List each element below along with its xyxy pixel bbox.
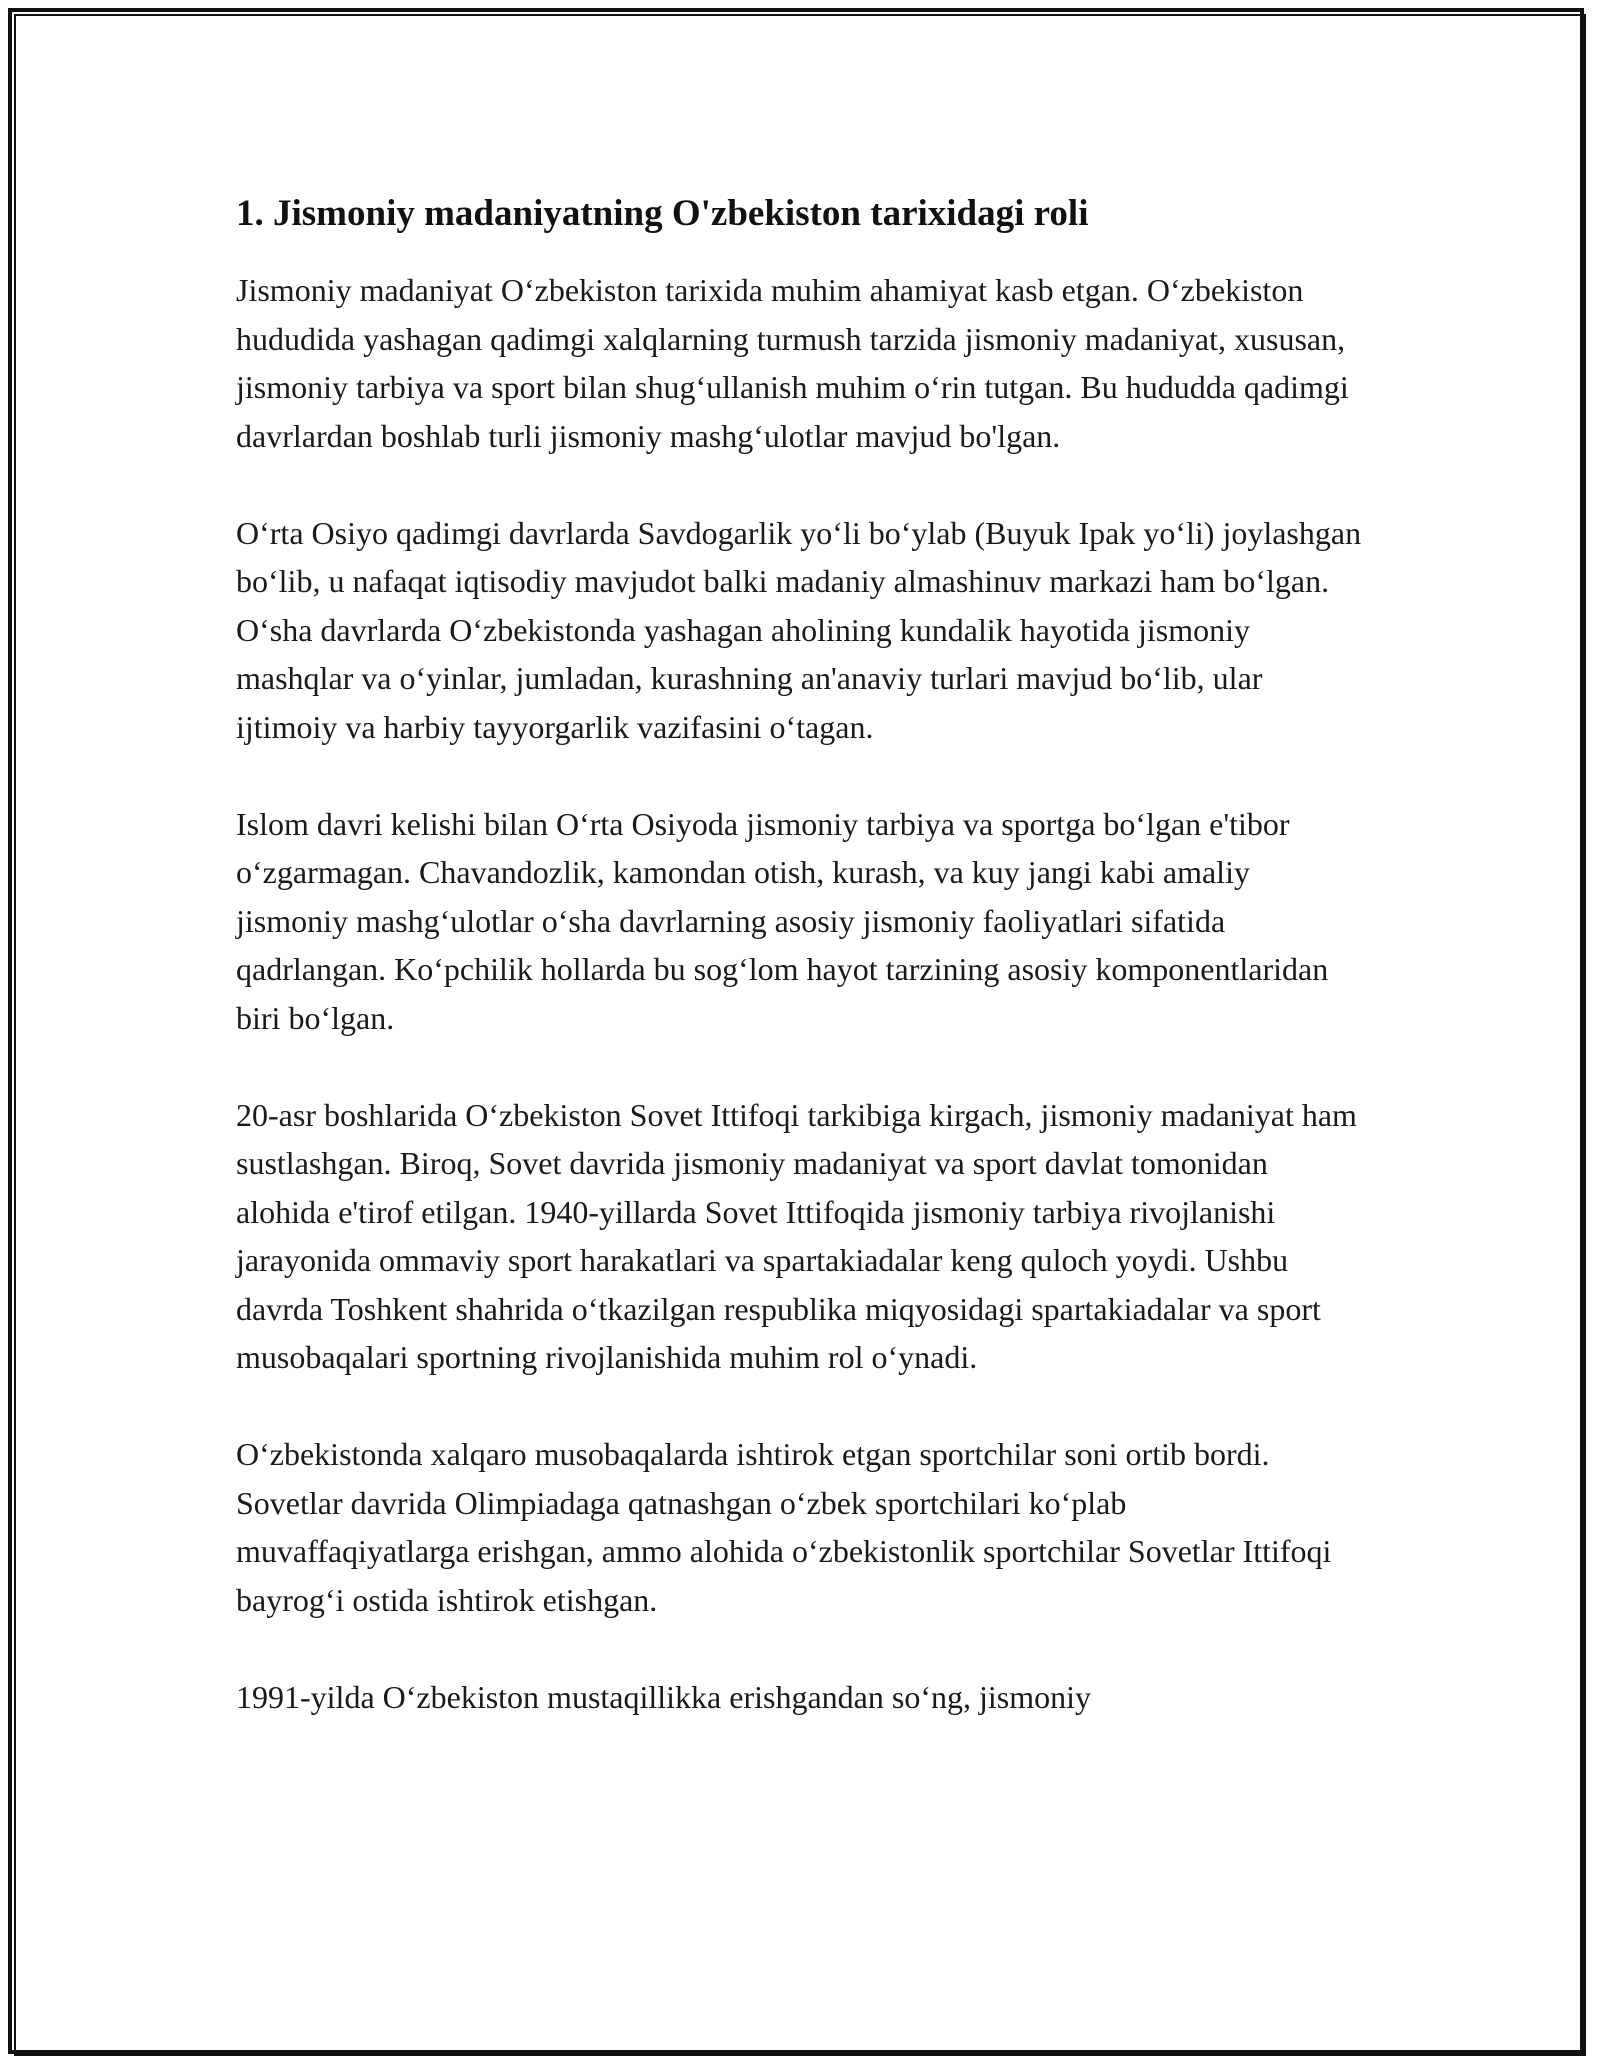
document-body [236, 186, 1366, 1721]
paragraph-2: O‘rta Osiyo qadimgi davrlarda Savdogarlik yo‘li bo‘ylab (Buyuk Ipak yo‘li) joylashgan bo‘lib, u nafaqat iqtisodiy mavjudot balki madaniy almashinuv markazi ham bo‘lgan. O‘sha davrlarda O‘zbekistonda yashagan aholining kundalik hayotida jismoniy mashqlar va o‘yinlar, jumladan, kurashning an'anaviy turlari mavjud bo‘lib, ular ijtimoiy va harbiy tayyorgarlik vazifasini o‘tagan. [236, 514, 1362, 745]
paragraph-6: 1991-yilda O‘zbekiston mustaqillikka erishgandan so‘ng, jismoniy [236, 1678, 1091, 1715]
paragraph-3: Islom davri kelishi bilan O‘rta Osiyoda jismoniy tarbiya va sportga bo‘lgan e'tibor o‘zgarmagan. Chavandozlik, kamondan otish, kurash, va kuy jangi kabi amaliy jismoniy mashg‘ulotlar o‘sha davrlarning asosiy jismoniy faoliyatlari sifatida qadrlangan. Ko‘pchilik hollarda bu sog‘lom hayot tarzining asosiy komponentlaridan biri bo‘lgan. [236, 805, 1329, 1036]
document-title: 1. Jismoniy madaniyatning O'zbekiston tarixidagi roli [236, 193, 1089, 234]
paragraph-1: Jismoniy madaniyat O‘zbekiston tarixida muhim ahamiyat kasb etgan. O‘zbekiston hududida yashagan qadimgi xalqlarning turmush tarzida jismoniy madaniyat, xususan, jismoniy tarbiya va sport bilan shug‘ullanish muhim o‘rin tutgan. Bu hududda qadimgi davrlardan boshlab turli jismoniy mashg‘ulotlar mavjud bo'lgan. [236, 272, 1349, 454]
paragraph-5: O‘zbekistonda xalqaro musobaqalarda ishtirok etgan sportchilar soni ortib bordi. Sovetlar davrida Olimpiadaga qatnashgan o‘zbek sportchilari ko‘plab muvaffaqiyatlarga erishgan, ammo alohida o‘zbekistonlik sportchilar Sovetlar Ittifoqi bayrog‘i ostida ishtirok etishgan. [236, 1436, 1332, 1618]
paragraph-4: 20-asr boshlarida O‘zbekiston Sovet Ittifoqi tarkibiga kirgach, jismoniy madaniyat ham sustlashgan. Biroq, Sovet davrida jismoniy madaniyat va sport davlat tomonidan alohida e'tirof etilgan. 1940-yillarda Sovet Ittifoqida jismoniy tarbiya rivojlanishi jarayonida ommaviy sport harakatlari va spartakiadalar keng quloch yoydi. Ushbu davrda Toshkent shahrida o‘tkazilgan respublika miqyosidagi spartakiadalar va sport musobaqalari sportning rivojlanishida muhim rol o‘ynadi. [236, 1096, 1357, 1375]
